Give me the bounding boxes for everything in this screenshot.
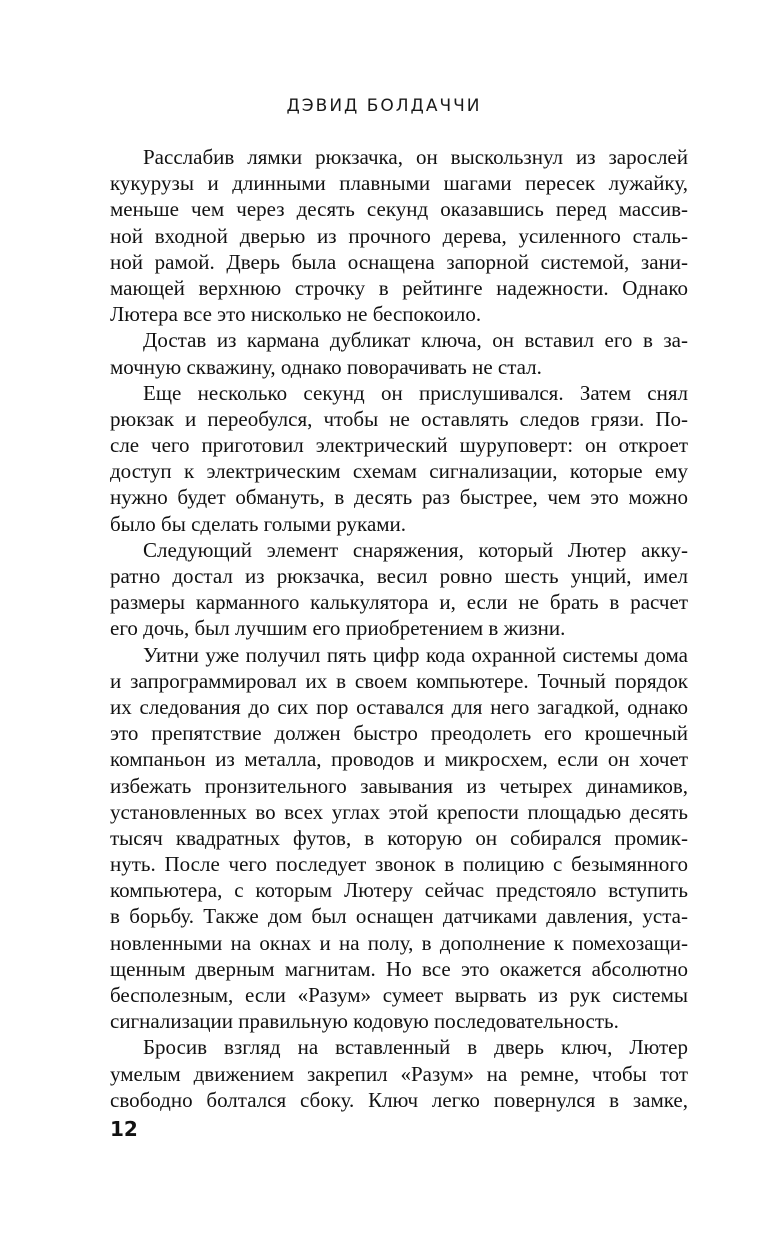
text-line: компаньон из металла, проводов и микросхем, если он хочет (110, 747, 688, 772)
text-line: было бы сделать голыми руками. (110, 511, 407, 536)
text-line: компьютера, с которым Лютеру сейчас предстояло вступить (110, 878, 688, 903)
text-line: мочную скважину, однако поворачивать не стал. (110, 354, 542, 379)
running-head: ДЭВИД БОЛДАЧЧИ (286, 96, 482, 116)
text-line: меньше чем через десять секунд оказавшись перед массив- (110, 197, 688, 222)
page-number: 12 (110, 1117, 138, 1141)
text-line: свободно болтался сбоку. Ключ легко повернулся в замке, (110, 1087, 688, 1112)
text-line: Еще несколько секунд он прислушивался. Затем снял (143, 380, 688, 405)
text-line: это препятствие должен быстро преодолеть его крошечный (110, 721, 688, 746)
text-line: новленными на окнах и на полу, в дополнение к помехозащи- (110, 930, 688, 955)
body-text (110, 144, 688, 1113)
text-line: избежать пронзительного завывания из четырех динамиков, (110, 773, 688, 798)
text-line: их следования до сих пор оставался для него загадкой, однако (110, 694, 688, 719)
text-line: кукурузы и длинными плавными шагами пересек лужайку, (110, 171, 688, 196)
text-line: тысяч квадратных футов, в которую он собирался промик- (110, 825, 688, 850)
text-line: в борьбу. Также дом был оснащен датчиками давления, уста- (110, 904, 688, 929)
text-line: сигнализации правильную кодовую последовательность. (110, 1009, 619, 1034)
text-line: щенным дверным магнитам. Но все это окажется абсолютно (110, 956, 688, 981)
text-line: его дочь, был лучшим его приобретением в жизни. (110, 616, 566, 641)
text-line: рюкзак и переобулся, чтобы не оставлять следов грязи. По- (110, 406, 688, 431)
text-line: Лютера все это нисколько не беспокоило. (110, 302, 482, 327)
text-line: доступ к электрическим схемам сигнализации, которые ему (110, 459, 688, 484)
text-line: размеры карманного калькулятора и, если не брать в расчет (110, 590, 688, 615)
text-line: Бросив взгляд на вставленный в дверь ключ, Лютер (143, 1035, 688, 1060)
text-line: установленных во всех углах этой крепости площадью десять (110, 799, 688, 824)
text-line: нуть. После чего последует звонок в полицию с безымянного (110, 852, 688, 877)
text-line: бесполезным, если «Разум» сумеет вырвать из рук системы (110, 983, 688, 1007)
text-line: Следующий элемент снаряжения, который Лютер акку- (143, 537, 688, 562)
text-line: Расслабив лямки рюкзачка, он выскользнул из зарослей (143, 145, 688, 169)
text-line: ной входной дверью из прочного дерева, усиленного сталь- (110, 223, 688, 248)
text-line: ратно достал из рюкзачка, весил ровно шесть унций, имел (110, 564, 688, 588)
text-line: Уитни уже получил пять цифр кода охранной системы дома (143, 642, 688, 667)
text-line: сле чего приготовил электрический шуруповерт: он откроет (110, 433, 688, 458)
text-line: нужно будет обмануть, в десять раз быстрее, чем это можно (110, 485, 688, 510)
text-line: Достав из кармана дубликат ключа, он вставил его в за- (143, 328, 688, 353)
text-line: умелым движением закрепил «Разум» на ремне, чтобы тот (110, 1061, 688, 1086)
text-line: и запрограммировал их в своем компьютере. Точный порядок (110, 668, 688, 693)
text-line: мающей верхнюю строчку в рейтинге надежности. Однако (110, 275, 688, 300)
text-line: ной рамой. Дверь была оснащена запорной системой, зани- (110, 249, 688, 274)
